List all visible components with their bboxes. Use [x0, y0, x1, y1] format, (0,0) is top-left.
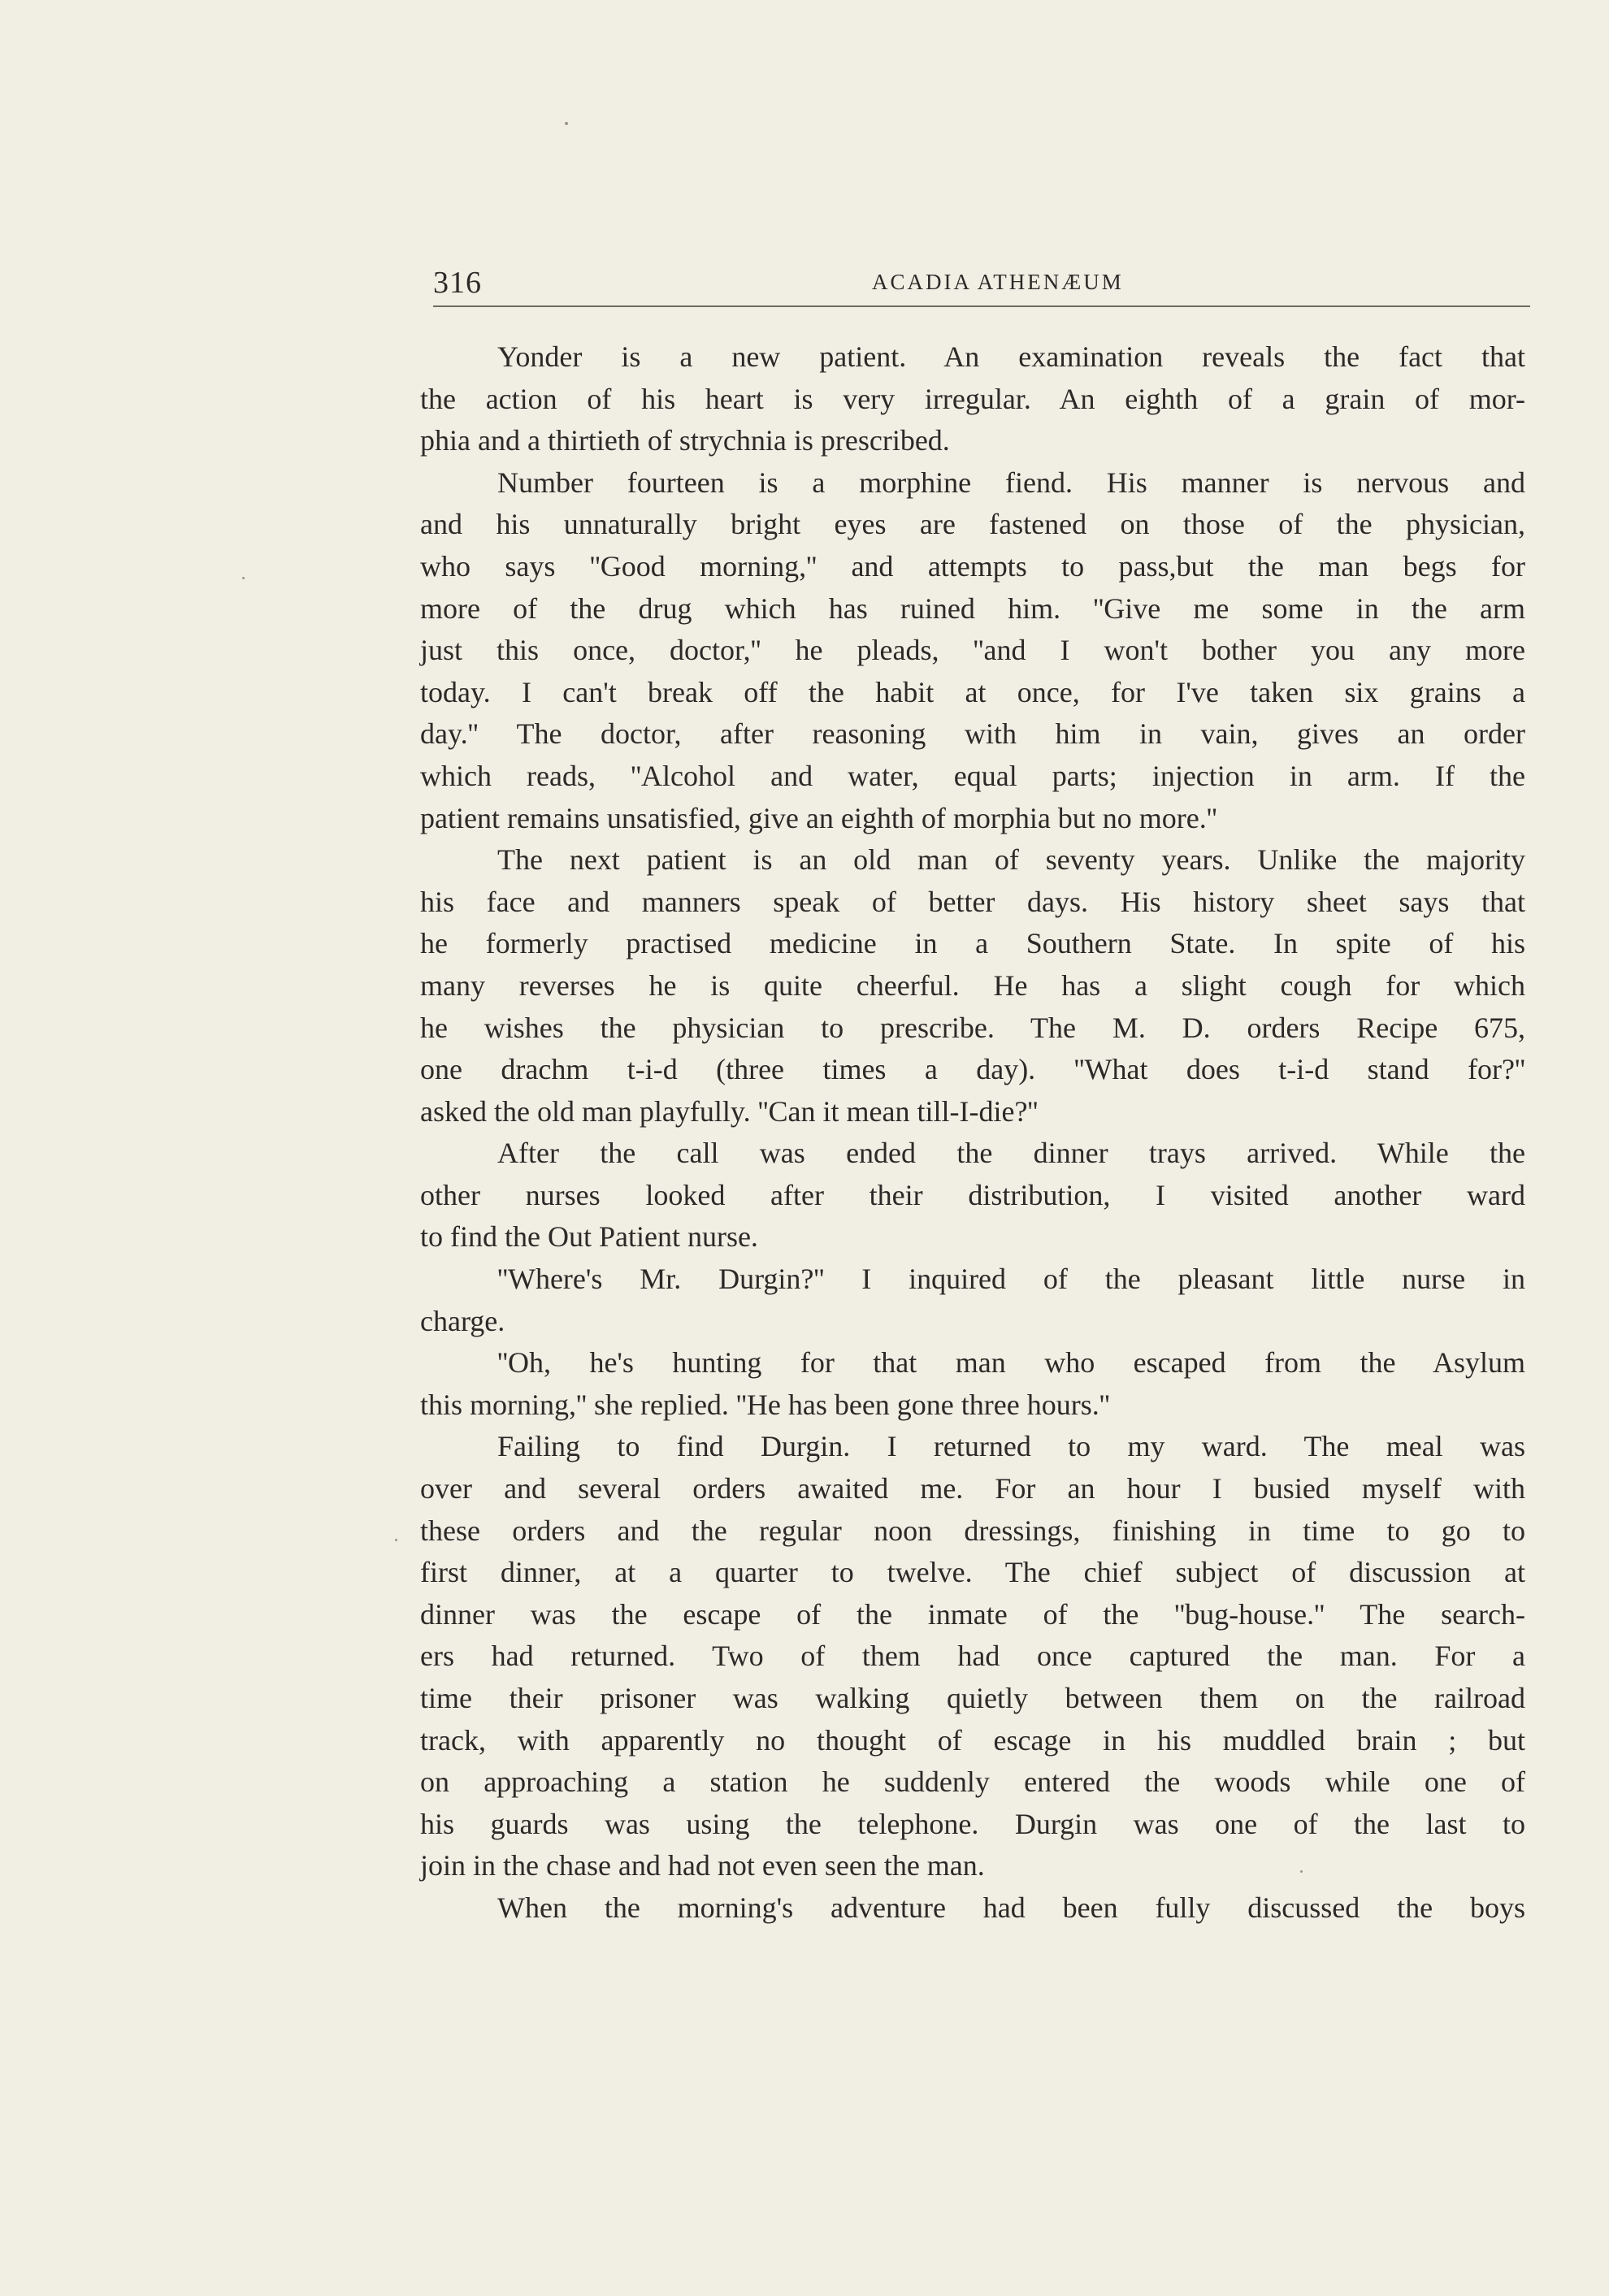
- text-line: patient remains unsatisfied, give an eighth of morphia but no more.'': [420, 801, 1217, 834]
- body-text: [420, 336, 1525, 1930]
- header-rule: [433, 305, 1530, 307]
- text-line: track, with apparently no thought of escage in his muddled brain ; but: [420, 1723, 1525, 1757]
- paper-speck: [1300, 1870, 1303, 1873]
- paper-speck: [565, 122, 568, 125]
- text-line: Number fourteen is a morphine fiend. His manner is nervous and: [497, 466, 1525, 499]
- text-line: one drachm t-i-d (three times a day). ''What does t-i-d stand for?'': [420, 1053, 1525, 1086]
- text-line: asked the old man playfully. ''Can it mean till-I-die?'': [420, 1094, 1039, 1128]
- text-line: When the morning's adventure had been fully discussed the boys: [497, 1891, 1525, 1924]
- text-line: more of the drug which has ruined him. ''Give me some in the arm: [420, 591, 1525, 625]
- text-line: ers had returned. Two of them had once captured the man. For a: [420, 1640, 1525, 1673]
- text-line: Failing to find Durgin. I returned to my ward. The meal was: [497, 1430, 1525, 1463]
- text-line: which reads, ''Alcohol and water, equal parts; injection in arm. If the: [420, 759, 1525, 792]
- text-line: time their prisoner was walking quietly between them on the railroad: [420, 1682, 1525, 1714]
- text-line: other nurses looked after their distribution, I visited another ward: [420, 1178, 1525, 1211]
- text-line: day.'' The doctor, after reasoning with him in vain, gives an order: [420, 717, 1525, 751]
- paper-speck: [395, 1539, 397, 1541]
- text-line: to find the Out Patient nurse.: [420, 1220, 758, 1254]
- page-number: 316: [433, 266, 482, 300]
- text-line: these orders and the regular noon dressings, finishing in time to go to: [420, 1514, 1525, 1547]
- text-line: who says ''Good morning,'' and attempts to pass,but the man begs for: [420, 549, 1525, 583]
- text-line: Yonder is a new patient. An examination reveals the fact that: [497, 340, 1525, 373]
- text-line: phia and a thirtieth of strychnia is prescribed.: [420, 424, 950, 457]
- text-line: over and several orders awaited me. For an hour I busied myself with: [420, 1472, 1525, 1505]
- text-line: dinner was the escape of the inmate of the ''bug-house.'' The search-: [420, 1597, 1525, 1631]
- text-line: this morning,'' she replied. ''He has been gone three hours.'': [420, 1388, 1110, 1421]
- text-line: ''Where's Mr. Durgin?'' I inquired of the pleasant little nurse in: [497, 1263, 1525, 1296]
- text-line: join in the chase and had not even seen the man.: [420, 1849, 985, 1882]
- running-head: [433, 257, 1530, 305]
- text-line: charge.: [420, 1304, 505, 1337]
- paper-speck: [242, 577, 245, 579]
- text-line: the action of his heart is very irregular. An eighth of a grain of mor-: [420, 382, 1525, 415]
- text-line: he formerly practised medicine in a Southern State. In spite of his: [420, 927, 1525, 960]
- journal-title: ACADIA ATHENÆUM: [872, 270, 1124, 294]
- text-line: The next patient is an old man of seventy years. Unlike the majority: [497, 843, 1525, 877]
- text-line: After the call was ended the dinner trays arrived. While the: [497, 1137, 1525, 1170]
- text-line: his face and manners speak of better days. His history sheet says that: [420, 885, 1525, 918]
- text-line: on approaching a station he suddenly entered the woods while one of: [420, 1765, 1525, 1799]
- text-line: just this once, doctor,'' he pleads, ''and I won't bother you any more: [420, 634, 1525, 667]
- text-line: his guards was using the telephone. Durgin was one of the last to: [420, 1807, 1525, 1840]
- text-line: ''Oh, he's hunting for that man who escaped from the Asylum: [497, 1346, 1525, 1380]
- text-line: and his unnaturally bright eyes are fastened on those of the physician,: [420, 508, 1525, 541]
- text-line: he wishes the physician to prescribe. The M. D. orders Recipe 675,: [420, 1011, 1525, 1044]
- text-line: today. I can't break off the habit at once, for I've taken six grains a: [420, 675, 1525, 708]
- text-line: first dinner, at a quarter to twelve. The chief subject of discussion at: [420, 1556, 1525, 1589]
- text-line: many reverses he is quite cheerful. He has a slight cough for which: [420, 968, 1525, 1002]
